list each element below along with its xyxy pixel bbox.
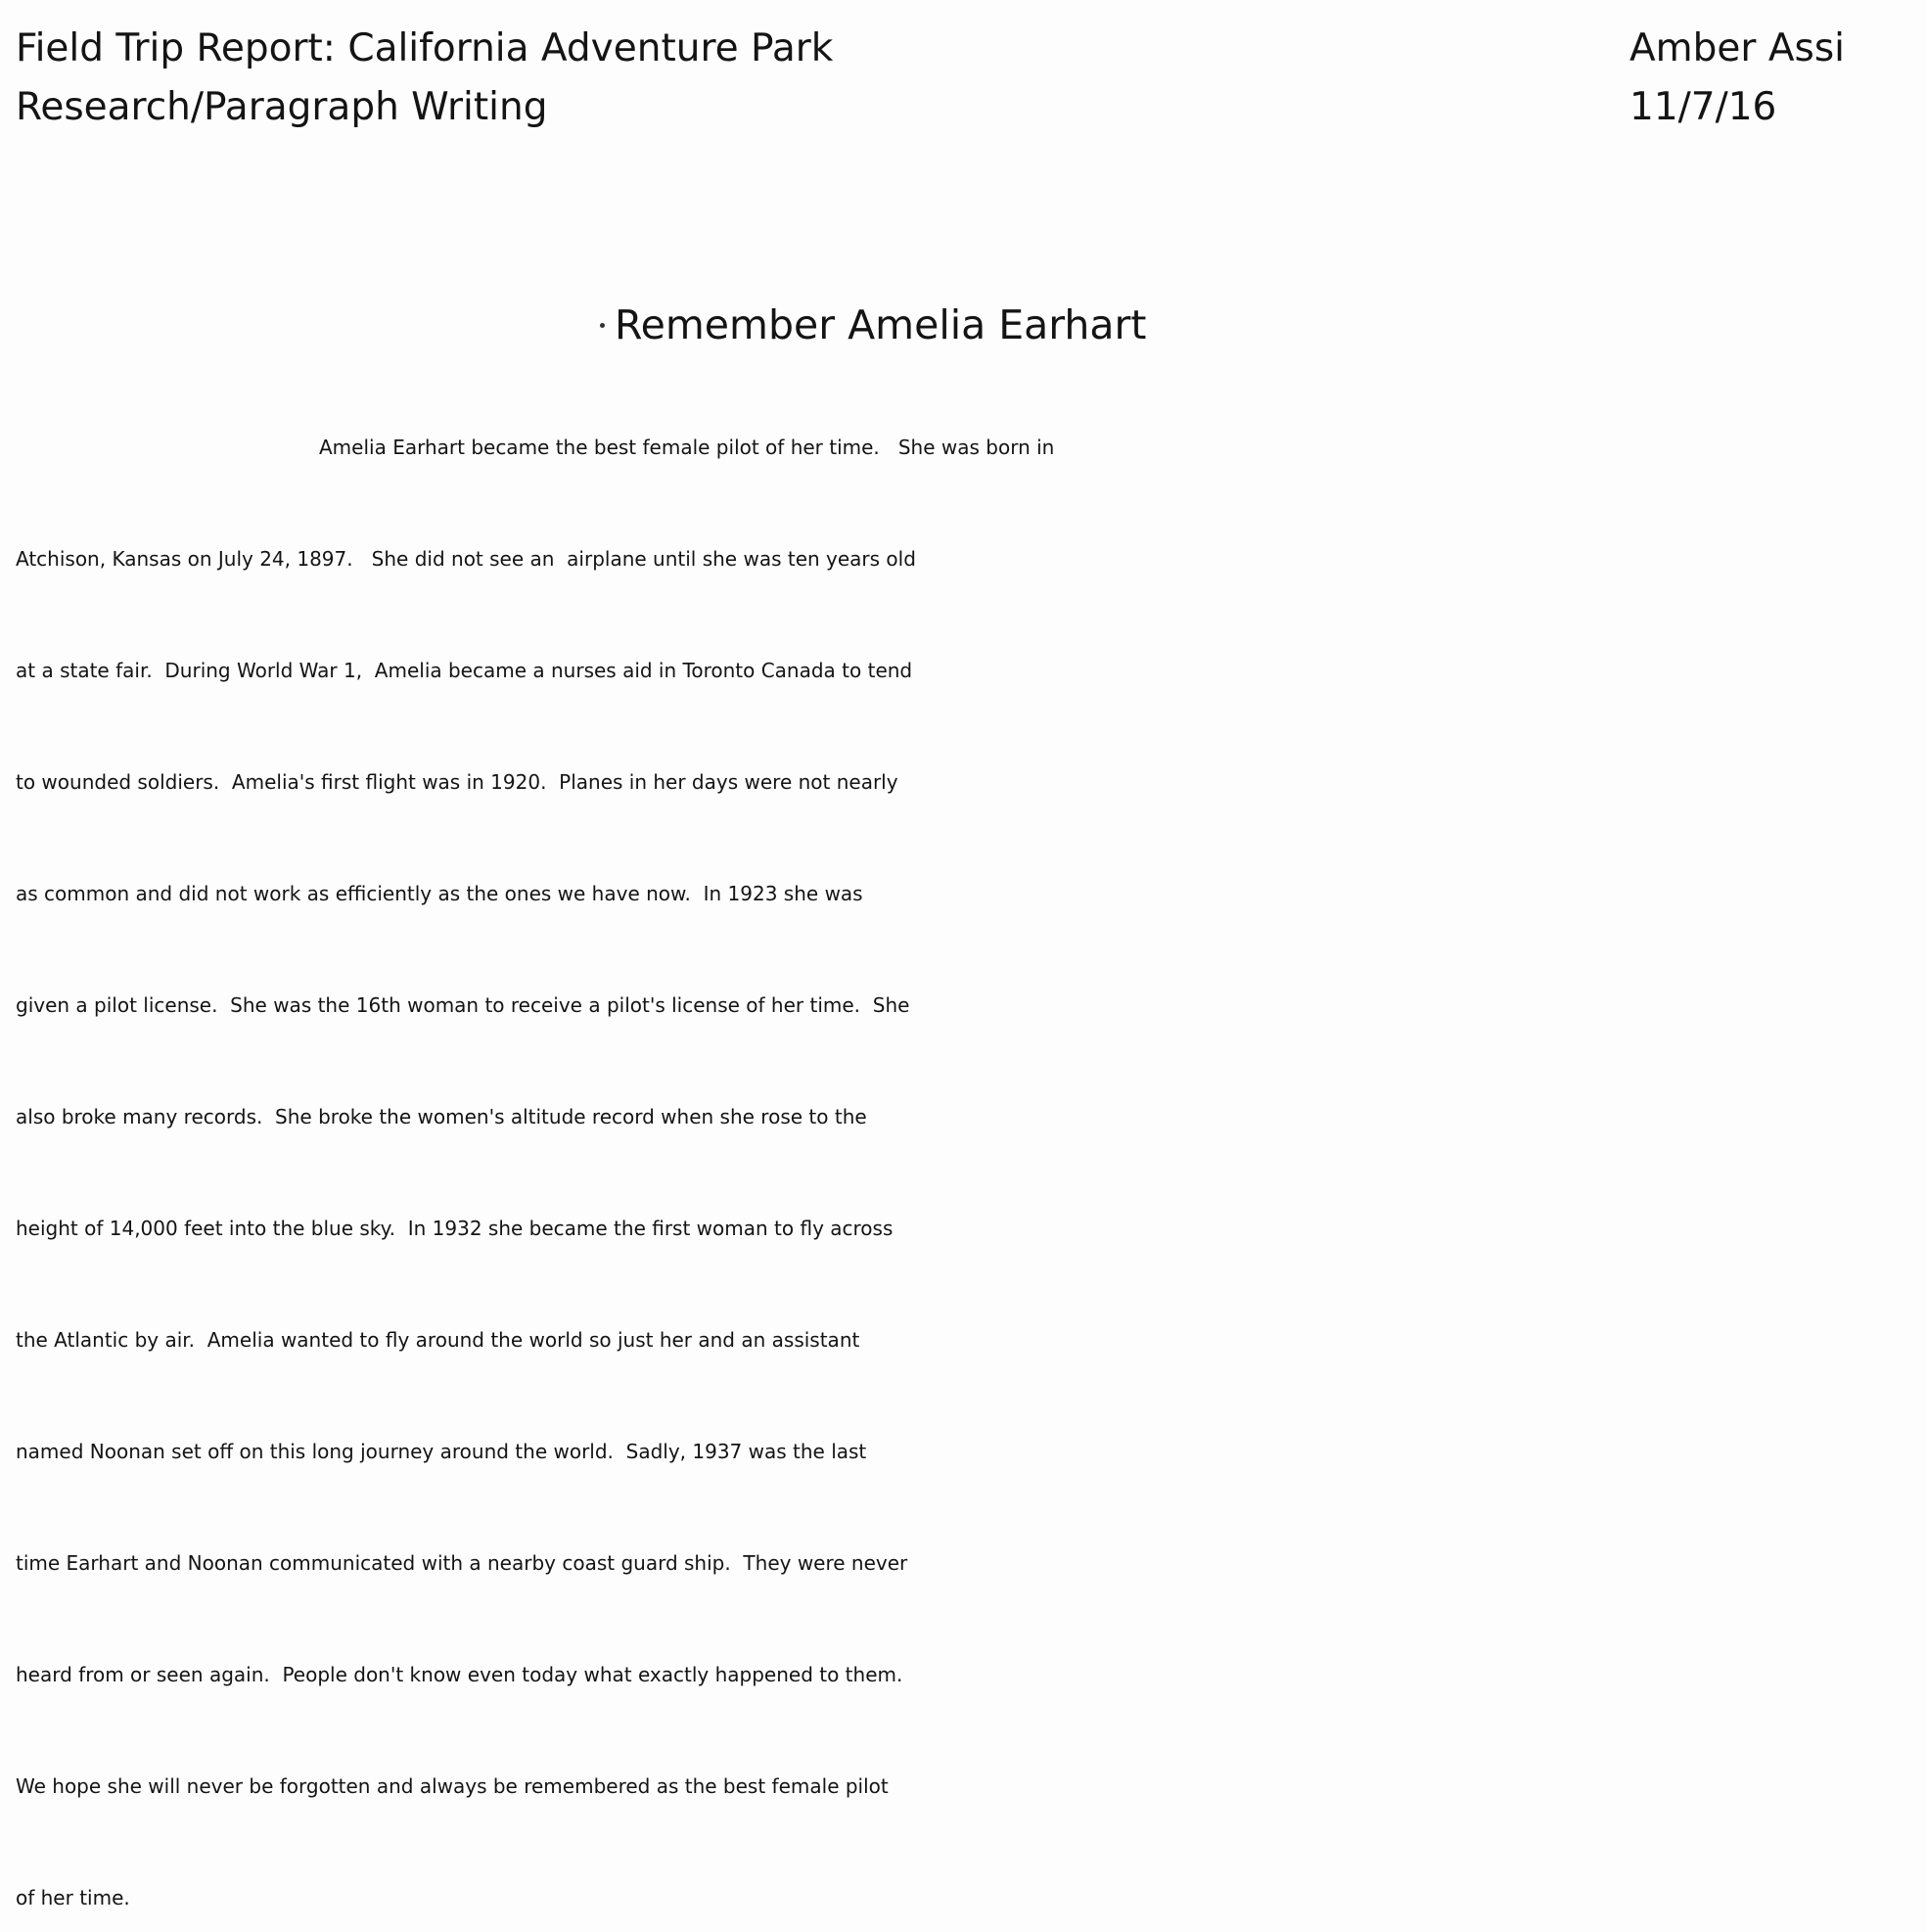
header-left <box>16 20 833 137</box>
body-line: named Noonan set off on this long journey around the world. Sadly, 1937 was the last <box>16 1440 867 1463</box>
header-right <box>1629 20 1845 137</box>
body-line: time Earhart and Noonan communicated with a nearby coast guard ship. They were never <box>16 1551 908 1575</box>
body-line: also broke many records. She broke the women's altitude record when she rose to the <box>16 1105 867 1128</box>
stray-mark <box>600 323 605 328</box>
body-line: given a pilot license. She was the 16th woman to receive a pilot's license of her time. She <box>16 993 910 1017</box>
body-line: Amelia Earhart became the best female pilot of her time. She was born in <box>319 436 1055 459</box>
body-line: heard from or seen again. People don't know even today what exactly happened to them. <box>16 1663 903 1686</box>
author-name: Amber Assi <box>1629 26 1846 70</box>
body-line: the Atlantic by air. Amelia wanted to fly around the world so just her and an assistant <box>16 1328 860 1352</box>
body-line: We hope she will never be forgotten and always be remembered as the best female pilot <box>16 1774 889 1798</box>
body-line: height of 14,000 feet into the blue sky. In 1932 she became the first woman to fly across <box>16 1217 894 1240</box>
body-line: to wounded soldiers. Amelia's first flight was in 1920. Planes in her days were not nearly <box>16 770 898 794</box>
report-subtitle: Research/Paragraph Writing <box>16 85 548 129</box>
body-line: of her time. <box>16 1886 130 1909</box>
body-line: Atchison, Kansas on July 24, 1897. She did not see an airplane until she was ten years old <box>16 547 916 571</box>
body-line: as common and did not work as efficiently as the ones we have now. In 1923 she was <box>16 882 863 905</box>
essay-title: Remember Amelia Earhart <box>615 301 1147 348</box>
report-title: Field Trip Report: California Adventure Park <box>16 26 834 70</box>
body-line: at a state fair. During World War 1, Amelia became a nurses aid in Toronto Canada to tend <box>16 659 913 682</box>
essay-body <box>16 418 1919 1932</box>
report-date: 11/7/16 <box>1629 85 1777 129</box>
